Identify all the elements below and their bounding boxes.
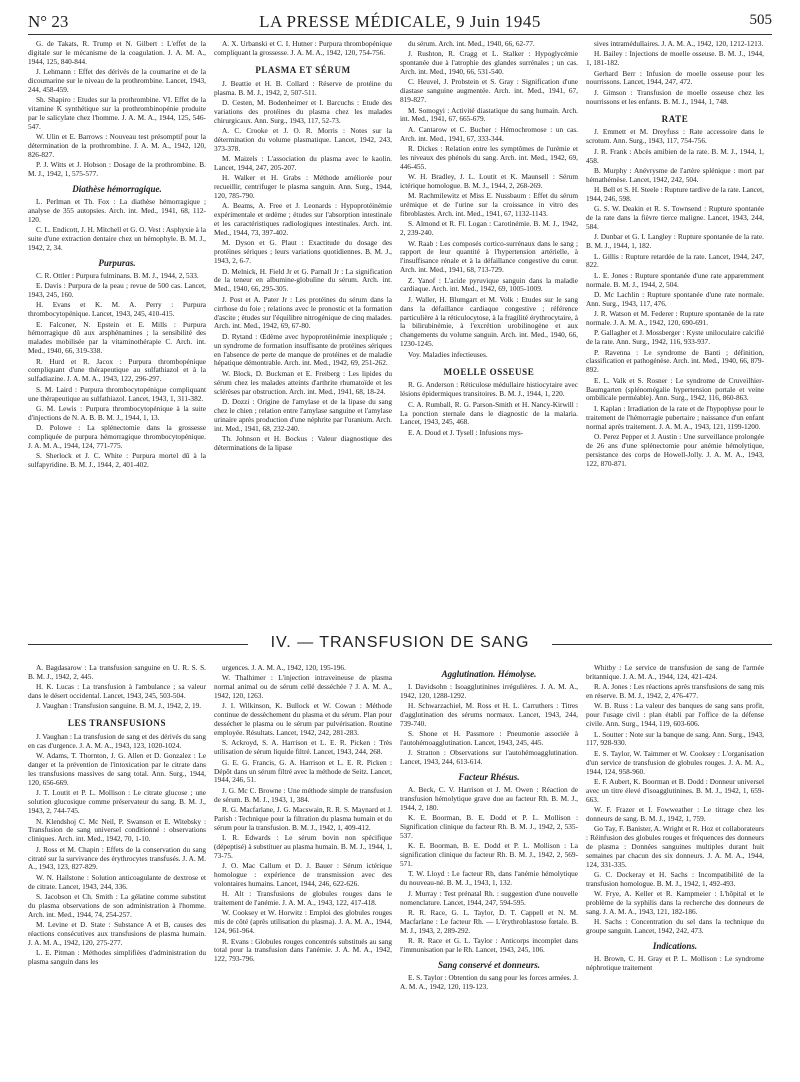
column-1 <box>28 664 206 1074</box>
reference-entry: H. Evans et K. M. A. Perry : Purpura thrombocytopénique. Lancet, 1943, 245, 410-415. <box>28 300 206 319</box>
subsection-heading: Sang conservé et donneurs. <box>437 959 540 970</box>
reference-entry: R. R. Race, G. L. Taylor, D. T. Cappell et N. M. Macfarlane : Le facteur Rh. — L'érythroblastose fœtale. B. M. J., 1943, 2, 289-292. <box>400 907 578 935</box>
reference-entry: M. Levine et D. State : Substance A et B, causes des réactions consécutives aux transfusions de plasma humain. J. A. M. A., 1942, 120, 275-277. <box>28 920 206 947</box>
reference-entry: A. X. Urbanski et C. I. Hutner : Purpura thrombopénique compliquant la grossesse. J. A. M. A., 1942, 120, 754-756. <box>214 40 392 57</box>
reference-entry: E. S. Taylor : Obtention du sang pour les forces armées. J. A. M. A., 1942, 120, 119-123. <box>400 972 578 991</box>
reference-entry: Th. Johnson et H. Bockus : Valeur diagnostique des déterminations de la lipase <box>214 433 392 452</box>
reference-entry: R. A. Jones : Les réactions après transfusions de sang mis en réserve. B. M. J., 1942, 2, 476-477. <box>586 682 764 701</box>
reference-entry: G. C. Dockeray et H. Sachs : Incompatibilité de la transfusion homologue. B. M. J., 1942, 1, 492-493. <box>586 870 764 888</box>
reference-entry: L. Gillis : Rupture retardée de la rate. Lancet, 1944, 247, 822. <box>586 251 764 270</box>
reference-entry: O. Perez Pepper et J. Austin : Une surveillance prolongée de 26 ans d'une splénectomie pour anémie hémolytique, persistance des corps de Howell-Jolly. J. A. M. A., 1943, 122, 870-871. <box>586 431 764 468</box>
reference-entry: W. Adams, T. Thornton, J. G. Allen et D. Gonzalez : Le danger et la prévention de l'intoxication par le citrate dans les transfusions massives de sang total. Ann. Surg., 1944, 120, 656-669. <box>28 751 206 788</box>
reference-entry: J. Emmett et M. Dreyfuss : Rate accessoire dans le scrotum. Ann. Surg., 1943, 117, 754-756. <box>586 127 764 146</box>
column-4 <box>586 664 764 1074</box>
reference-entry: D. Dozzi : Origine de l'amylase et de la lipase du sang chez le chien ; relation entre l'amylase sanguine et l'amylase urinaire après production d'une néphrite par l'uranium. Arch. int. Med., 1941, 68, 232-240. <box>214 396 392 433</box>
reference-entry: J. Dunbar et G. I. Langley : Rupture spontanée de la rate. B. M. J., 1944, 1, 182. <box>586 232 764 251</box>
reference-entry: D. Cesten, M. Bodenheimer et I. Barcuchs : Etude des variations des protéines du plasma chez les malades chirurgicaux. Ann. Surg., 1943, 117, 52-73. <box>214 97 392 125</box>
reference-entry: H. Bell et S. H. Steele : Rupture tardive de la rate. Lancet, 1944, 246, 598. <box>586 185 764 203</box>
reference-entry: E. S. Taylor, W. Taimmer et W. Cooksey : L'organisation d'un service de transfusion de globules rouges. J. A. M. A., 1944, 124, 958-960. <box>586 748 764 776</box>
reference-entry: C. R. Ottler : Purpura fulminans. B. M. J., 1944, 2, 533. <box>36 270 199 280</box>
reference-entry: S. Sherlock et J. C. White : Purpura mortel dû à la sulfapyridine. B. M. J., 1944, 2, 401-402. <box>28 451 206 470</box>
reference-entry: Sh. Shapiro : Etudes sur la prothrombine. VI. Effet de la vitamine K synthétique sur la prothrombinopénie produite par le salicylate chez l'homme. J. A. M. A., 1944, 125, 546-547. <box>28 95 206 131</box>
reference-entry: S. Ackroyd, S. A. Harrison et L. E. R. Picken : Très utilisation de sérum liquide filtré. Lancet, 1943, 244, 268. <box>214 738 392 757</box>
subsection-heading: Indications. <box>652 941 698 952</box>
reference-entry: J. Waller, H. Blumgart et M. Volk : Etudes sur le sang dans la défaillance cardiaque congestive ; référence particulière à la réticulocytose, à la fragilité érythrocytaire, à la bilirubinémie, à l'excrétion urobilinogène et aux changements du volume sanguin. Arch. int. Med., 1940, 66, 1230-1245. <box>400 294 578 349</box>
reference-entry: D. Polowe : La splénectomie dans la grossesse compliquée de purpura hémorragique thrombocytopénique. J. A. M. A., 1944, 124, 771-775. <box>28 423 206 450</box>
section-heading: MOELLE OSSEUSE <box>443 366 535 377</box>
reference-entry: Whitby : Le service de transfusion de sang de l'armée britannique. J. A. M. A., 1944, 124, 421-424. <box>586 664 764 681</box>
reference-entry: G. M. Lewis : Purpura thrombocytopénique à la suite d'injections de N. A. B. B. M. J., 1944, 1, 13. <box>28 403 206 422</box>
reference-entry: L. Soutter : Note sur la banque de sang. Ann. Surg., 1943, 117, 928-930. <box>586 729 764 748</box>
reference-entry: A. Beck, C. V. Harrison et J. M. Owen : Réaction de transfusion hémolytique grave due au facteur Rh. B. M. J., 1944, 2, 180. <box>400 785 578 812</box>
reference-entry: Voy. Maladies infectieuses. <box>408 349 488 359</box>
reference-entry: A. Bagdasarow : La transfusion sanguine en U. R. S. S. B. M. J., 1942, 2, 445. <box>28 664 206 681</box>
bottom-section <box>28 664 772 1074</box>
reference-entry: J. Ross et M. Chapin : Effets de la conservation du sang citraté sur la survivance des érythrocytes transfusés. J. A. M. A., 1943, 123, 827-829. <box>28 844 206 872</box>
reference-entry: D. Mc Lachlin : Rupture spontanée d'une rate normale. Ann. Surg., 1943, 117, 476. <box>586 289 764 308</box>
reference-entry: P. Gallagher et J. Mossberger : Kyste uniloculaire calcifié de la rate. Ann. Surg., 1942, 116, 933-937. <box>586 328 764 347</box>
reference-entry: D. Melnick, H. Field Jr et G. Parnall Jr : La signification de la teneur en albumine-globuline du sérum. Arch. int. Med., 1940, 66, 295-305. <box>214 266 392 294</box>
reference-entry: P. J. Witts et J. Hobson : Dosage de la prothrombine. B. M. J., 1942, 1, 575-577. <box>28 160 206 179</box>
reference-entry: Go Tay, F. Banister, A. Wright et R. Hoz et collaborateurs : Réinfusion des globules rouges et fréquences des donneurs de plasma : Données sanguines multiples durant huit semaines par chacun des six donneurs. J. A. M. A., 1944, 124, 331-335. <box>586 824 764 869</box>
reference-entry: G. E. G. Francis, G. A. Harrison et L. E. R. Picken : Dépôt dans un sérum filtré avec la méthode de Seitz. Lancet, 1944, 246, 51. <box>214 757 392 785</box>
column-2 <box>214 664 392 1074</box>
reference-entry: I. R. Edwards : Le sérum bovin non spécifique (dépeptisé) à substituer au plasma humain. B. M. J., 1944, 1, 73-75. <box>214 833 392 860</box>
subsection-heading: Diathèse hémorragique. <box>72 184 162 195</box>
column-3 <box>400 664 578 1074</box>
reference-entry: H. Schwarzachiel, M. Ross et H. L. Carruthers : Titres d'agglutination des sérums normaux. Lancet, 1943, 244, 739-740. <box>400 701 578 728</box>
top-section <box>28 40 772 628</box>
reference-entry: H. Sachs : Concentration du sel dans la technique du groupe sanguin. Lancet, 1942, 242, 473. <box>586 917 764 936</box>
reference-entry: W. Raab : Les composés cortico-surrénaux dans le sang ; rapport de leur quantité à l'hypertension artérielle, à l'insuffisance rénale et à la défaillance congestive du cœur. Arch. int. Med., 1941, 68, 713-729. <box>400 238 578 275</box>
reference-entry: A. Beams, A. Free et J. Leonards : Hypoprotéinémie expérimentale et œdème ; études sur l'absorption intestinale et les caractéristiques radiologiques intestinales. Arch. int. Med., 1944, 73, 397-402. <box>214 201 392 238</box>
reference-entry: R. G. Macfarlane, J. G. Macswain, R. R. S. Maynard et J. Parish : Technique pour la filtration du plasma humain et du sérum pour la transfusion. B. M. J., 1942, 1, 409-412. <box>214 804 392 832</box>
reference-entry: N. Klendshoj C. Mc Neil, P. Swanson et E. Witebsky : Transfusion de sang universel conditionné : observations cliniques. Arch. int. Med., 1942, 70, 1-10. <box>28 816 206 844</box>
reference-entry: M. Dyson et G. Plaut : Exactitude du dosage des protéines sériques ; leurs variations quotidiennes. B. M. J., 1943, 2, 6-7. <box>214 238 392 266</box>
reference-entry: C. A. Rumball, R. G. Parson-Smith et H. Nancy-Kirwill : La ponction sternale dans le diagnostic de la malaria. Lancet, 1943, 245, 468. <box>400 399 578 427</box>
reference-entry: W. Thalhimer : L'injection intraveineuse de plasma normal animal ou de sérum cellé desséchée ? J. A. M. A., 1942, 120, 1263. <box>214 673 392 701</box>
reference-entry: H. Alt : Transfusions de globules rouges dans le traitement de l'anémie. J. A. M. A., 1943, 122, 417-418. <box>214 889 392 908</box>
reference-entry: R. Hurd et R. Jacox : Purpura thrombopénique compliquant d'une thérapeutique au sulfathiazol et à la sulfadiazine. J. A. M. A., 1943, 122, 296-297. <box>28 356 206 384</box>
reference-entry: W. Frye, A. Keller et R. Kampmeier : L'hôpital et le problème de la syphilis dans la recherche des donneurs de sang. J. A. M. A., 1943, 121, 182-186. <box>586 889 764 917</box>
reference-entry: J. Vaughan : Transfusion sanguine. B. M. J., 1942, 2, 19. <box>36 701 202 711</box>
column-3 <box>400 40 578 628</box>
reference-entry: H. Bailey : Injections de moelle osseuse. B. M. J., 1944, 1, 181-182. <box>586 49 764 68</box>
reference-entry: J. Vaughan : La transfusion de sang et des dérivés du sang en cas d'urgence. J. A. M. A., 1943, 123, 1020-1024. <box>28 732 206 751</box>
reference-entry: R. Evans : Globules rouges concentrés substitués au sang total pour la transfusion dans l'anémie. J. A. M. A., 1942, 122, 793-796. <box>214 936 392 964</box>
reference-entry: J. R. Watson et M. Federer : Rupture spontanée de la rate normale. J. A. M. A., 1942, 120, 690-691. <box>586 309 764 328</box>
reference-entry: W. Ulin et E. Barrows : Nouveau test présomptif pour la détermination de la prothrombine. J. A. M. A., 1942, 120, 826-827. <box>28 132 206 160</box>
section-title-block <box>28 634 772 656</box>
reference-entry: W. Block, D. Buckman et E. Freiberg : Les lipides du sérum chez les malades atteints d'arthrite rhumatoïde et les sclérèses par obstruction. Arch. int. Med., 1941, 68, 18-24. <box>214 368 392 396</box>
reference-entry: S. Shone et H. Passmore : Pneumonie associée à l'autohémoagglutination. Lancet, 1943, 245, 445. <box>400 729 578 748</box>
section-heading: PLASMA ET SÉRUM <box>255 64 351 75</box>
journal-title: LA PRESSE MÉDICALE, 9 Juin 1945 <box>259 12 541 31</box>
reference-entry: Z. Yanof : L'acide pyruvique sanguin dans la maladie cardiaque. Arch. int. Med., 1942, 69, 1005-1009. <box>400 275 578 294</box>
reference-entry: K. E. Boorman, B. E. Dodd et P. L. Mollison : Signification clinique du facteur Rh. B. M. J., 1942, 2, 535-537. <box>400 813 578 841</box>
reference-entry: B. Murphy : Anévrysme de l'artère splénique : mort par hémathémèse. Lancet, 1942, 242, 504. <box>586 165 764 184</box>
reference-entry: W. B. Russ : La valeur des banques de sang sans profit, pour l'usage civil : plan établi par l'office de la défense civile. Ann. Surg., 1944, 119, 603-606. <box>586 701 764 729</box>
page-number: N° 23 <box>28 12 69 31</box>
reference-entry: E. Davis : Purpura de la peau ; revue de 500 cas. Lancet, 1943, 245, 160. <box>28 281 206 299</box>
reference-entry: W. F. Frazer et I. Fowweather : Le titrage chez les donneurs de sang. B. M. J., 1942, 1, 759. <box>586 804 764 823</box>
reference-entry: W. Cooksey et W. Horwitz : Emploi des globules rouges mis de côté (après utilisation du plasma). J. A. M. A., 1944, 124, 961-964. <box>214 908 392 936</box>
reference-entry: J. Post et A. Pater Jr : Les protéines du sérum dans la cirrhose du foie ; relations avec le pronostic et la formation d'ascite ; études sur l'équilibre nitrogénique de cinq malades. Arch. int. Med., 1942, 69, 67-80. <box>214 294 392 331</box>
reference-entry: J. Gimson : Transfusion de moelle osseuse chez les nourrissons et les enfants. B. M. J., 1944, 1, 748. <box>586 87 764 106</box>
reference-entry: A. C. Crooke et J. O. R. Morris : Notes sur la détermination du volume plasmatique. Lancet, 1942, 243, 373-378. <box>214 126 392 153</box>
reference-entry: E. Falconer, N. Epstein et E. Mills : Purpura hémorragique dû aux arsphénamines ; la sensibilité des malades mobilisée par la vitaminothérapie C. Arch. int. Med., 1940, 66, 319-338. <box>28 319 206 356</box>
reference-entry: P. Ravenna : Le syndrome de Banti ; définition, classification et pathogénèse. Arch. int. Med., 1940, 66, 879-892. <box>586 347 764 375</box>
reference-entry: S. Jacobson et Ch. Smith : La gélatine comme substitut du plasma observations de son administration à l'homme. Arch. int. Med., 1944, 74, 254-257. <box>28 891 206 919</box>
reference-entry: E. A. Doud et J. Tysell : Infusions mys- <box>408 427 524 437</box>
reference-entry: H. Walker et H. Grabs : Méthode améliorée pour recueillir, centrifuger le plasma sanguin. Ann. Surg., 1944, 120, 785-790. <box>214 173 392 201</box>
reference-entry: E. F. Aubert, K. Boorman et B. Dodd : Donneur universel avec un titre élevé d'isoagglutinines. B. M. J., 1942, 1, 659-663. <box>586 776 764 804</box>
reference-entry: J. Rushton, R. Cragg et L. Stalker : Hypoglycémie spontanée due à l'atrophie des glandes surrénales ; un cas. Arch. int. Med., 1940, 66, 531-540. <box>400 49 578 77</box>
reference-entry: L. E. Pitman : Méthodes simplifiées d'administration du plasma sanguin dans les <box>28 948 206 967</box>
reference-entry: G. de Takats, R. Trump et N. Gilbert : L'effet de la digitale sur le mécanisme de la coagulation. J. A. M. A., 1944, 125, 840-844. <box>28 40 206 66</box>
reference-entry: W. H. Bradley, J. L. Loutit et K. Maunsell : Sérum ictérique homologue. B. M. J., 1944, 2, 268-269. <box>400 172 578 190</box>
reference-entry: J. I. Wilkinson, K. Bullock et W. Cowan : Méthode continue de dessèchement du plasma et du sérum. Plan pour dessécher le plasma ou le sérum par pulvérisation. Routine employée. Résultats. Lancet, 1942, 242, 281-283. <box>214 701 392 738</box>
reference-entry: A. Cantarow et C. Bucher : Hémochromose : un cas. Arch. int. Med., 1941, 67, 333-344. <box>400 124 578 143</box>
reference-entry: T. W. Lloyd : Le facteur Rh, dans l'anémie hémolytique du nouveau-né. B. M. J., 1943, 1, 132. <box>400 869 578 888</box>
reference-entry: G. S. W. Deakin et R. S. Townsend : Rupture spontanée de la rate dans la fièvre tierce maligne. Lancet, 1943, 244, 584. <box>586 204 764 232</box>
column-1 <box>28 40 206 628</box>
reference-entry: R. Dickes : Relation entre les symptômes de l'urémie et les niveaux des phénols du sang. Arch. int. Med., 1942, 69, 446-455. <box>400 143 578 171</box>
reference-entry: I. Davidsohn : Isoagglutinines irrégulières. J. A. M. A., 1942, 120, 1288-1292. <box>400 681 578 700</box>
column-4 <box>586 40 764 628</box>
reference-entry: urgences. J. A. M. A., 1942, 120, 195-196. <box>222 664 346 672</box>
reference-entry: C. Heuvel, J. Probstein et S. Gray : Signification d'une diastase sanguine augmentée. Arch. int. Med., 1941, 67, 819-827. <box>400 77 578 105</box>
reference-entry: R. R. Race et G. L. Taylor : Anticorps incomplet dans l'immunisation par le Rh. Lancet, 1943, 245, 106. <box>400 935 578 954</box>
reference-entry: S. M. Laird : Purpura thrombocytopénique compliquant une thérapeutique au sulfathiazol. Lancet, 1943, 1, 311-382. <box>28 384 206 403</box>
reference-entry: M. Maizels : L'association du plasma avec le kaolin. Lancet, 1944, 247, 205-207. <box>214 154 392 173</box>
reference-entry: J. G. Mc C. Browne : Une méthode simple de transfusion de sérum. B. M. J., 1943, 1, 384. <box>214 785 392 804</box>
reference-entry: R. G. Anderson : Réticulose médullaire histiocytaire avec lésions épidermiques transitoires. B. M. J., 1944, 1, 220. <box>400 380 578 399</box>
page-header <box>28 12 772 35</box>
reference-entry: Gerhard Berr : Infusion de moelle osseuse pour les nourrissons. Lancet, 1944, 247, 472. <box>586 68 764 87</box>
section-title: IV. — TRANSFUSION DE SANG <box>270 634 530 651</box>
subsection-heading: Agglutination. Hémolyse. <box>441 669 537 679</box>
section-heading: LES TRANSFUSIONS <box>67 718 167 729</box>
reference-entry: J. Beattie et H. B. Collard : Réserve de protéine du plasma. B. M. J., 1942, 2, 507-511. <box>214 78 392 97</box>
reference-entry: du sérum. Arch. int. Med., 1940, 66, 62-77. <box>408 40 535 48</box>
subsection-heading: Facteur Rhésus. <box>458 772 520 783</box>
reference-entry: S. Almond et R. Fl. Logan : Carotinémie. B. M. J., 1942, 2, 239-240. <box>400 219 578 238</box>
reference-entry: L. Perlman et Th. Fox : La diathèse hémorragique ; analyse de 355 autopsies. Arch. int. Med., 1941, 68, 112-120. <box>28 197 206 224</box>
reference-entry: J. R. Frank : Abcès amibien de la rate. B. M. J., 1944, 1, 458. <box>586 146 764 165</box>
reference-entry: C. L. Endicott, J. H. Mitchell et G. O. Vest : Asphyxie à la suite d'une extraction dentaire chez un hémophyle. B. M. J., 1942, 2, 34. <box>28 225 206 252</box>
title-rule-right <box>552 644 772 645</box>
reference-entry: J. O. Mac Callum et D. J. Bauer : Sérum ictérique homologue : expérience de transmission avec des volontaires humains. Lancet, 1944, 246, 622-626. <box>214 861 392 888</box>
folio: 505 <box>749 12 772 28</box>
reference-entry: E. L. Valk et S. Rosner : Le syndrome de Cruveilhier-Baumgarten (splénomégalie hypertension portale et veine ombilicale perméable). Ann. Surg., 1942, 116, 860-863. <box>586 375 764 403</box>
reference-entry: H. K. Lucas : La transfusion à l'ambulance ; sa valeur dans le désert occidental. Lancet, 1943, 245, 503-504. <box>28 682 206 701</box>
reference-entry: M. Rachmilewitz et Miss E. Nussbaum : Effet du sérum urémique et de l'urine sur la croissance in vitro des fibroblastes. Arch. int. Med., 1941, 67, 1132-1143. <box>400 191 578 219</box>
column-2 <box>214 40 392 628</box>
reference-entry: J. Lehmann : Effet des dérivés de la coumarine et de la dicoumarine sur le niveau de la prothrombine. Lancet, 1943, 244, 458-459. <box>28 67 206 94</box>
reference-entry: J. Murray : Test prénatal Rh. : suggestion d'une nouvelle nomenclature. Lancet, 1944, 247, 594-595. <box>400 888 578 907</box>
reference-entry: M. Somogyi : Activité diastatique du sang humain. Arch. int. Med., 1941, 67, 665-679. <box>400 105 578 124</box>
reference-entry: H. Brown, C. H. Gray et P. L. Mollison : Le syndrome néphrotique traitement <box>586 954 764 972</box>
reference-entry: J. Stratton : Observations sur l'autohémoagglutination. Lancet, 1943, 244, 613-614. <box>400 748 578 767</box>
reference-entry: sives intramédullaires. J. A. M. A., 1942, 120, 1212-1213. <box>594 40 764 48</box>
subsection-heading: Purpuras. <box>98 257 136 268</box>
reference-entry: D. Rytand : Œdème avec hypoprotéinémie inexpliquée ; un syndrome de formation insuffisante de protéines sériques en l'absence de perte de manque de protéines et de maladie hépatique démontrable. Arch. int. Med., 1942, 69, 251-262. <box>214 331 392 368</box>
reference-entry: K. E. Boorman, B. E. Dodd et P. L. Mollison : La signification clinique du facteur Rh. B. M. J., 1942, 2, 569-571. <box>400 841 578 869</box>
section-heading: RATE <box>661 113 689 124</box>
reference-entry: L. E. Jones : Rupture spontanée d'une rate apparemment normale. B. M. J., 1944, 2, 504. <box>586 270 764 289</box>
reference-entry: J. T. Loutit et P. L. Mollison : Le citrate glucose ; une solution glucosique comme préservateur du sang. B. M. J., 1943, 2, 744-745. <box>28 788 206 816</box>
reference-entry: W. N. Hailstone : Solution anticoagulante de dextrose et de citrate. Lancet, 1943, 244, 336. <box>28 872 206 891</box>
reference-entry: I. Kaplan : Irradiation de la rate et de l'hypophyse pour le traitement de l'hémorragie pubertaire ; naissance d'un enfant normal après traitement. J. A. M. A., 1943, 121, 1199-1200. <box>586 403 764 431</box>
